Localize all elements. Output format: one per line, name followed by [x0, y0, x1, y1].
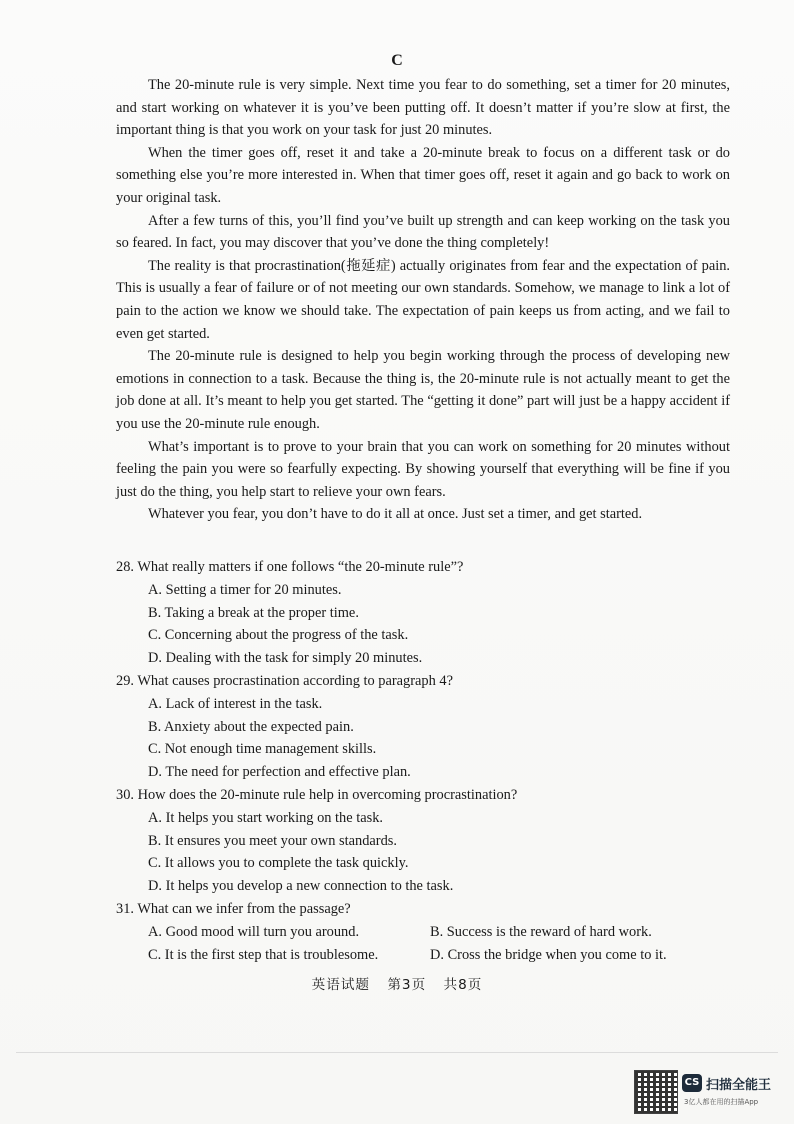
page-divider — [16, 1052, 778, 1053]
page-footer — [0, 973, 794, 993]
option-a: A. Good mood will turn you around. — [148, 923, 360, 940]
reading-passage — [116, 74, 730, 526]
section-letter: C — [391, 52, 403, 69]
qr-code-icon — [634, 1070, 678, 1114]
option-d: D. Cross the bridge when you come to it. — [430, 946, 667, 963]
question-stem: 28. What really matters if one follows “the 20-minute rule”? — [116, 559, 464, 575]
question-28 — [116, 556, 730, 670]
question-stem: 30. How does the 20-minute rule help in overcoming procrastination? — [116, 786, 518, 803]
question-31 — [116, 898, 730, 966]
footer-page-number: 第3页 — [387, 977, 427, 993]
option-b: B. Success is the reward of hard work. — [430, 923, 652, 940]
option-c: C. Concerning about the progress of the task. — [148, 627, 409, 644]
question-30 — [116, 784, 730, 898]
option-a: A. It helps you start working on the task. — [148, 809, 384, 826]
option-list — [116, 579, 730, 670]
scanner-brand: 扫描全能王 — [706, 1078, 772, 1093]
question-list — [116, 556, 730, 966]
camscanner-logo-icon: CS — [682, 1074, 702, 1092]
scanner-watermark — [634, 1070, 784, 1114]
option-b: B. It ensures you meet your own standards. — [148, 832, 397, 849]
option-list — [116, 693, 730, 784]
passage-paragraph-7: Whatever you fear, you don’t have to do it all at once. Just set a timer, and get started. — [148, 506, 643, 523]
option-c: C. It allows you to complete the task quickly. — [148, 855, 409, 872]
scanner-tagline: 3亿人都在用的扫描App — [684, 1098, 759, 1106]
option-d: D. It helps you develop a new connection to the task. — [148, 878, 454, 895]
option-c: C. Not enough time management skills. — [148, 741, 377, 758]
footer-subject: 英语试题 — [311, 977, 371, 993]
passage-paragraph-2: When the timer goes off, reset it and take a 20-minute break to focus on a different task or do something else you’re more interested in. When that timer goes off, reset it again and go back to work on your original task. — [116, 144, 730, 206]
passage-paragraph-1: The 20-minute rule is very simple. Next time you fear to do something, set a timer for 20 minutes, and start working on whatever it is you’ve been putting off. It doesn’t matter if you’re slow at first, the important thing is that you work on your task for just 20 minutes. — [116, 77, 730, 139]
option-d: D. The need for perfection and effective plan. — [148, 764, 411, 781]
option-a: A. Lack of interest in the task. — [148, 695, 323, 712]
passage-paragraph-5: The 20-minute rule is designed to help you begin working through the process of developing new emotions in connection to a task. Because the thing is, the 20-minute rule is not actually meant to get the job done at all. It’s meant to help you get started. The “getting it done” part will just be a happy accident if you use the 20-minute rule enough. — [116, 348, 730, 432]
option-list — [116, 807, 730, 898]
option-a: A. Setting a timer for 20 minutes. — [148, 581, 342, 598]
option-b: B. Taking a break at the proper time. — [148, 604, 359, 621]
question-29 — [116, 670, 730, 784]
passage-paragraph-3: After a few turns of this, you’ll find you’ve built up strength and can keep working on the task you so feared. In fact, you may discover that you’ve done the thing completely! — [116, 212, 730, 252]
option-c: C. It is the first step that is troublesome. — [148, 946, 379, 963]
option-grid — [116, 921, 730, 967]
question-stem: 29. What causes procrastination according to paragraph 4? — [116, 672, 453, 689]
passage-paragraph-4: The reality is that procrastination(拖延症) actually originates from fear and the expectation of pain. This is usually a fear of failure or of not meeting our own standards. Somehow, we manage to link a lot of pain to the action we know we should take. The expectation of pain keeps us from acting, and we fail to even get started. — [116, 257, 730, 342]
option-d: D. Dealing with the task for simply 20 minutes. — [148, 650, 423, 667]
footer-total-pages: 共8页 — [443, 977, 483, 993]
question-stem: 31. What can we infer from the passage? — [116, 900, 351, 917]
passage-paragraph-6: What’s important is to prove to your brain that you can work on something for 20 minutes without feeling the pain you were so fearfully expecting. By showing yourself that everything will be fine if you just do the thing, you help start to relieve your own fears. — [116, 438, 730, 500]
option-b: B. Anxiety about the expected pain. — [148, 718, 354, 735]
